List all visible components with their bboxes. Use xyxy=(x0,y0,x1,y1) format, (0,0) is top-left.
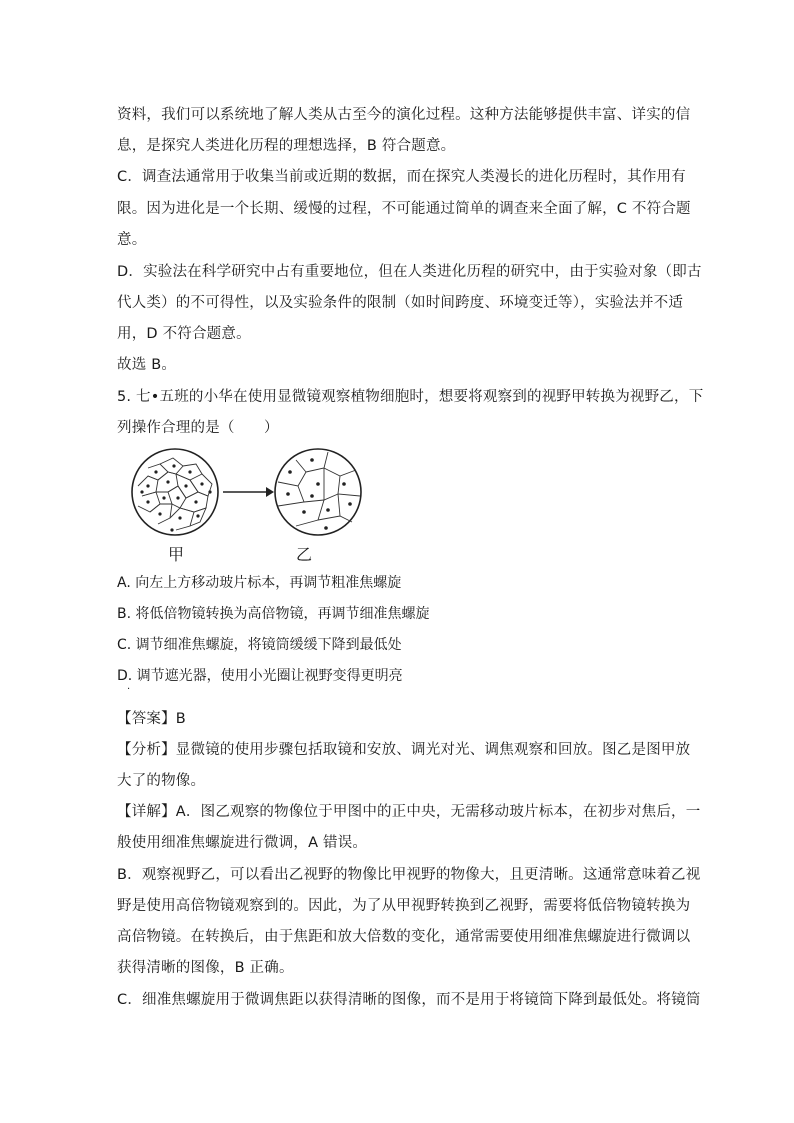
detail-line: C．细准焦螺旋用于微调焦距以获得清晰的图像，而不是用于将镜筒下降到最低处。将镜筒 xyxy=(117,992,701,1008)
field-jia-icon xyxy=(132,449,218,535)
stray-dot: · xyxy=(127,684,131,695)
detail-line: 高倍物镜。在转换后，由于焦距和放大倍数的变化，通常需要使用细准焦螺旋进行微调以 xyxy=(117,929,691,945)
arrow-right-icon xyxy=(223,487,274,497)
option-b: B. 将低倍物镜转换为高倍物镜，再调节细准焦螺旋 xyxy=(117,606,430,622)
detail-line: 野是使用高倍物镜观察到的。因此，为了从甲视野转换到乙视野，需要将低倍物镜转换为 xyxy=(117,898,691,914)
text-line: 用，D 不符合题意。 xyxy=(117,326,251,342)
option-d: D. 调节遮光器，使用小光圈让视野变得更明亮 xyxy=(117,668,403,684)
question-stem: 列操作合理的是（ ） xyxy=(117,420,279,436)
text-line: 代人类）的不可得性，以及实验条件的限制（如时间跨度、环境变迁等），实验法并不适 xyxy=(117,295,684,311)
option-a: A. 向左上方移动玻片标本，再调节粗准焦螺旋 xyxy=(117,575,402,591)
analysis-line: 【分析】显微镜的使用步骤包括取镜和安放、调光对光、调焦观察和回放。图乙是图甲放 xyxy=(117,742,691,758)
analysis-line: 大了的物像。 xyxy=(117,773,206,789)
text-line: C．调查法通常用于收集当前或近期的数据，而在探究人类漫长的进化历程时，其作用有 xyxy=(117,169,686,185)
figure-label-yi: 乙 xyxy=(296,545,313,564)
question-stem: 5. 七•五班的小华在使用显微镜观察植物细胞时，想要将观察到的视野甲转换为视野乙，下 xyxy=(117,389,704,405)
answer-line: 【答案】B xyxy=(117,711,186,727)
text-line: 息，是探究人类进化历程的理想选择，B 符合题意。 xyxy=(117,138,456,154)
option-c: C. 调节细准焦螺旋，将镜筒缓缓下降到最低处 xyxy=(117,637,402,653)
detail-line: B．观察视野乙，可以看出乙视野的物像比甲视野的物像大，且更清晰。这通常意味着乙视 xyxy=(117,867,701,883)
figure-label-jia: 甲 xyxy=(168,545,185,564)
text-line: 限。因为进化是一个长期、缓慢的过程，不可能通过简单的调查来全面了解，C 不符合题 xyxy=(117,201,691,217)
microscope-field-figure xyxy=(128,446,368,546)
text-line: 故选 B。 xyxy=(117,357,177,373)
detail-line: 【详解】A．图乙观察的物像位于甲图中的正中央，无需移动玻片标本，在初步对焦后，一 xyxy=(117,804,701,820)
text-line: 意。 xyxy=(117,232,147,248)
text-line: D．实验法在科学研究中占有重要地位，但在人类进化历程的研究中，由于实验对象（即古 xyxy=(117,264,702,280)
detail-line: 获得清晰的图像，B 正确。 xyxy=(117,960,294,976)
text-line: 资料，我们可以系统地了解人类从古至今的演化过程。这种方法能够提供丰富、详实的信 xyxy=(117,107,691,123)
detail-line: 般使用细准焦螺旋进行微调，A 错误。 xyxy=(117,835,368,851)
field-yi-icon xyxy=(275,449,361,535)
